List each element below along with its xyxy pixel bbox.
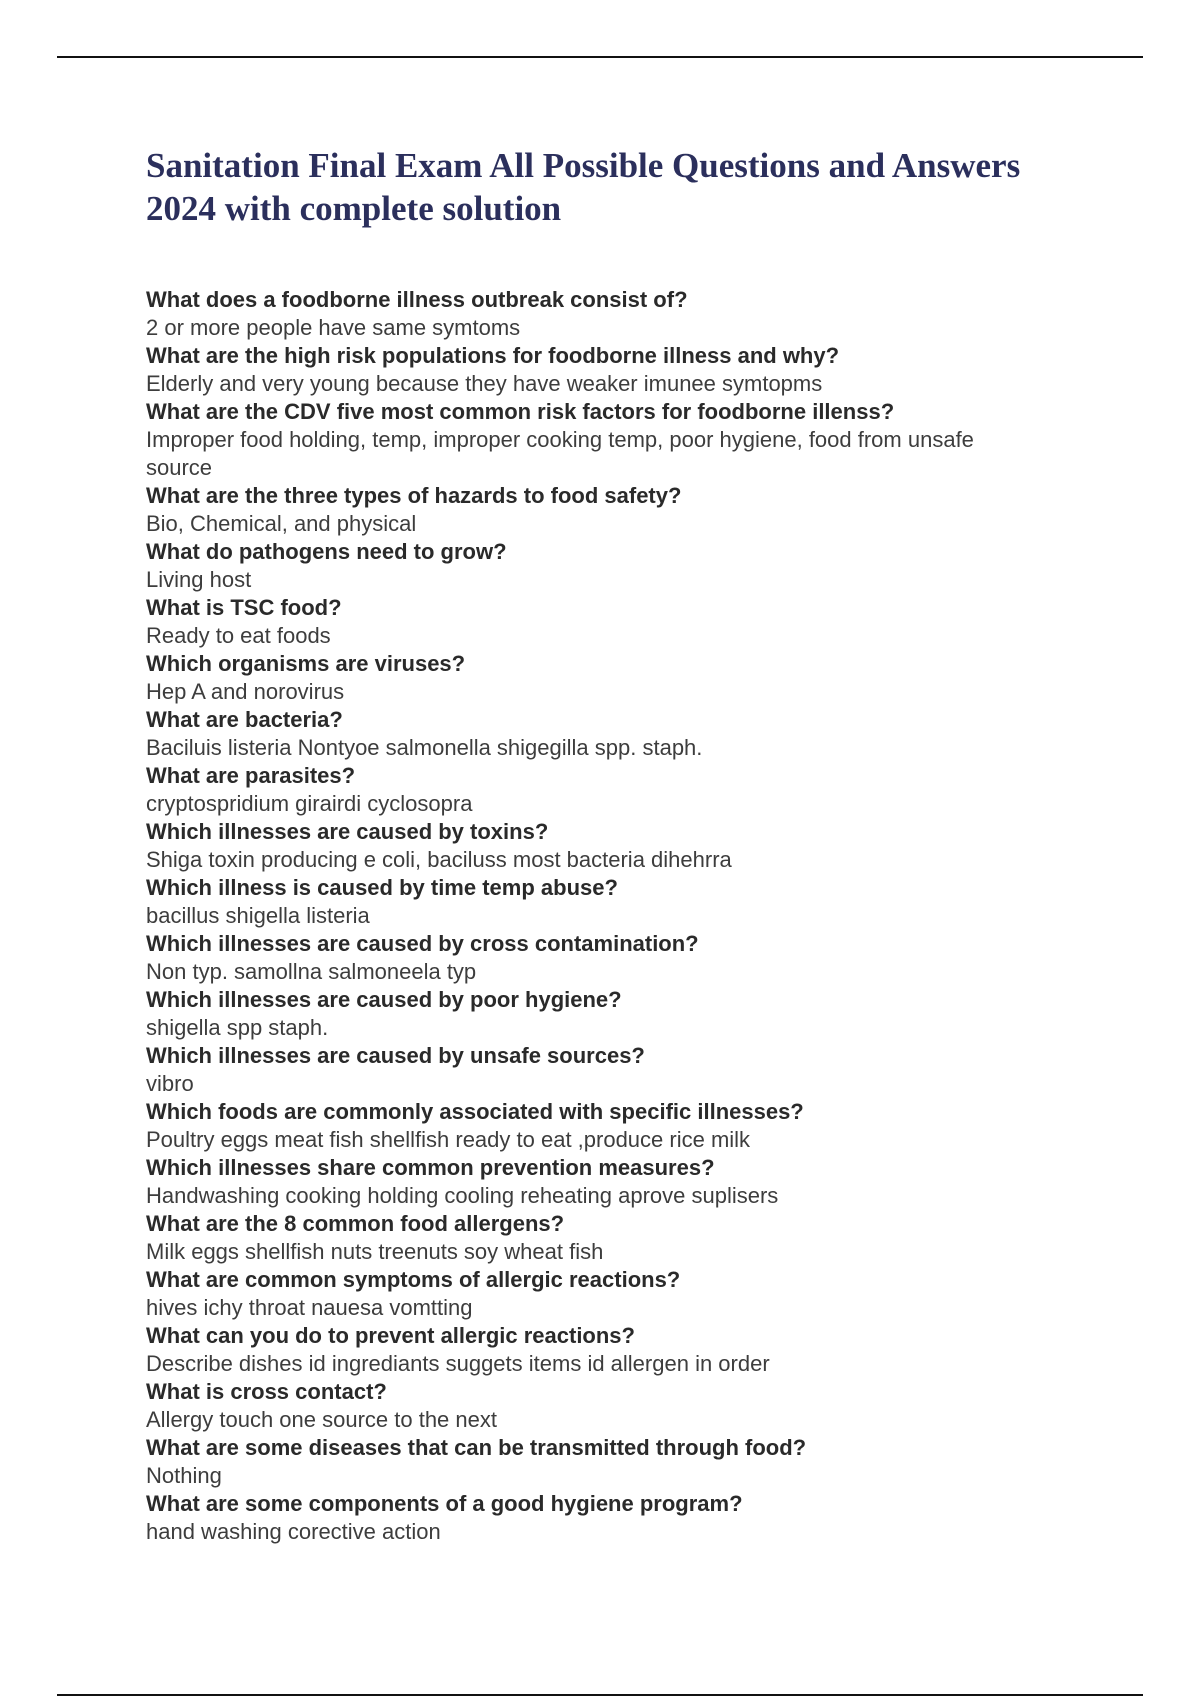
question-11: Which illness is caused by time temp abuse? <box>146 875 618 900</box>
question-13: Which illnesses are caused by poor hygiene? <box>146 987 622 1012</box>
answer-22: hand washing corective action <box>146 1519 441 1544</box>
answer-16: Handwashing cooking holding cooling reheating aprove suplisers <box>146 1183 779 1208</box>
top-rule <box>57 56 1143 58</box>
question-20: What is cross contact? <box>146 1379 387 1404</box>
question-8: What are bacteria? <box>146 707 343 732</box>
answer-2: Elderly and very young because they have weaker imunee symtopms <box>146 371 823 396</box>
question-1: What does a foodborne illness outbreak consist of? <box>146 287 688 312</box>
answer-6: Ready to eat foods <box>146 623 331 648</box>
answer-14: vibro <box>146 1071 194 1096</box>
question-17: What are the 8 common food allergens? <box>146 1211 565 1236</box>
question-2: What are the high risk populations for foodborne illness and why? <box>146 343 840 368</box>
question-9: What are parasites? <box>146 763 356 788</box>
question-6: What is TSC food? <box>146 595 342 620</box>
question-21: What are some diseases that can be transmitted through food? <box>146 1435 807 1460</box>
question-7: Which organisms are viruses? <box>146 651 466 676</box>
answer-4: Bio, Chemical, and physical <box>146 511 417 536</box>
answer-18: hives ichy throat nauesa vomtting <box>146 1295 473 1320</box>
question-16: Which illnesses share common prevention measures? <box>146 1155 715 1180</box>
answer-15: Poultry eggs meat fish shellfish ready to eat ,produce rice milk <box>146 1127 751 1152</box>
question-14: Which illnesses are caused by unsafe sources? <box>146 1043 645 1068</box>
question-19: What can you do to prevent allergic reactions? <box>146 1323 635 1348</box>
answer-21: Nothing <box>146 1463 222 1488</box>
answer-1: 2 or more people have same symtoms <box>146 315 521 340</box>
question-4: What are the three types of hazards to food safety? <box>146 483 682 508</box>
answer-13: shigella spp staph. <box>146 1015 329 1040</box>
question-22: What are some components of a good hygiene program? <box>146 1491 743 1516</box>
question-5: What do pathogens need to grow? <box>146 539 507 564</box>
question-12: Which illnesses are caused by cross contamination? <box>146 931 699 956</box>
question-3: What are the CDV five most common risk factors for foodborne illenss? <box>146 399 895 424</box>
question-10: Which illnesses are caused by toxins? <box>146 819 549 844</box>
question-15: Which foods are commonly associated with specific illnesses? <box>146 1099 804 1124</box>
answer-7: Hep A and norovirus <box>146 679 345 704</box>
document-title: Sanitation Final Exam All Possible Questions and Answers 2024 with complete solution <box>146 146 1021 228</box>
answer-11: bacillus shigella listeria <box>146 903 370 928</box>
answer-8: Baciluis listeria Nontyoe salmonella shigegilla spp. staph. <box>146 735 703 760</box>
answer-10: Shiga toxin producing e coli, baciluss most bacteria dihehrra <box>146 847 732 872</box>
answer-12: Non typ. samollna salmoneela typ <box>146 959 477 984</box>
answer-19: Describe dishes id ingrediants suggets items id allergen in order <box>146 1351 770 1376</box>
question-18: What are common symptoms of allergic reactions? <box>146 1267 681 1292</box>
bottom-rule <box>57 1694 1143 1696</box>
answer-3: Improper food holding, temp, improper cooking temp, poor hygiene, food from unsafe source <box>146 427 974 480</box>
answer-17: Milk eggs shellfish nuts treenuts soy wheat fish <box>146 1239 604 1264</box>
qa-list <box>146 286 1006 1546</box>
answer-9: cryptospridium girairdi cyclosopra <box>146 791 473 816</box>
answer-5: Living host <box>146 567 252 592</box>
answer-20: Allergy touch one source to the next <box>146 1407 497 1432</box>
